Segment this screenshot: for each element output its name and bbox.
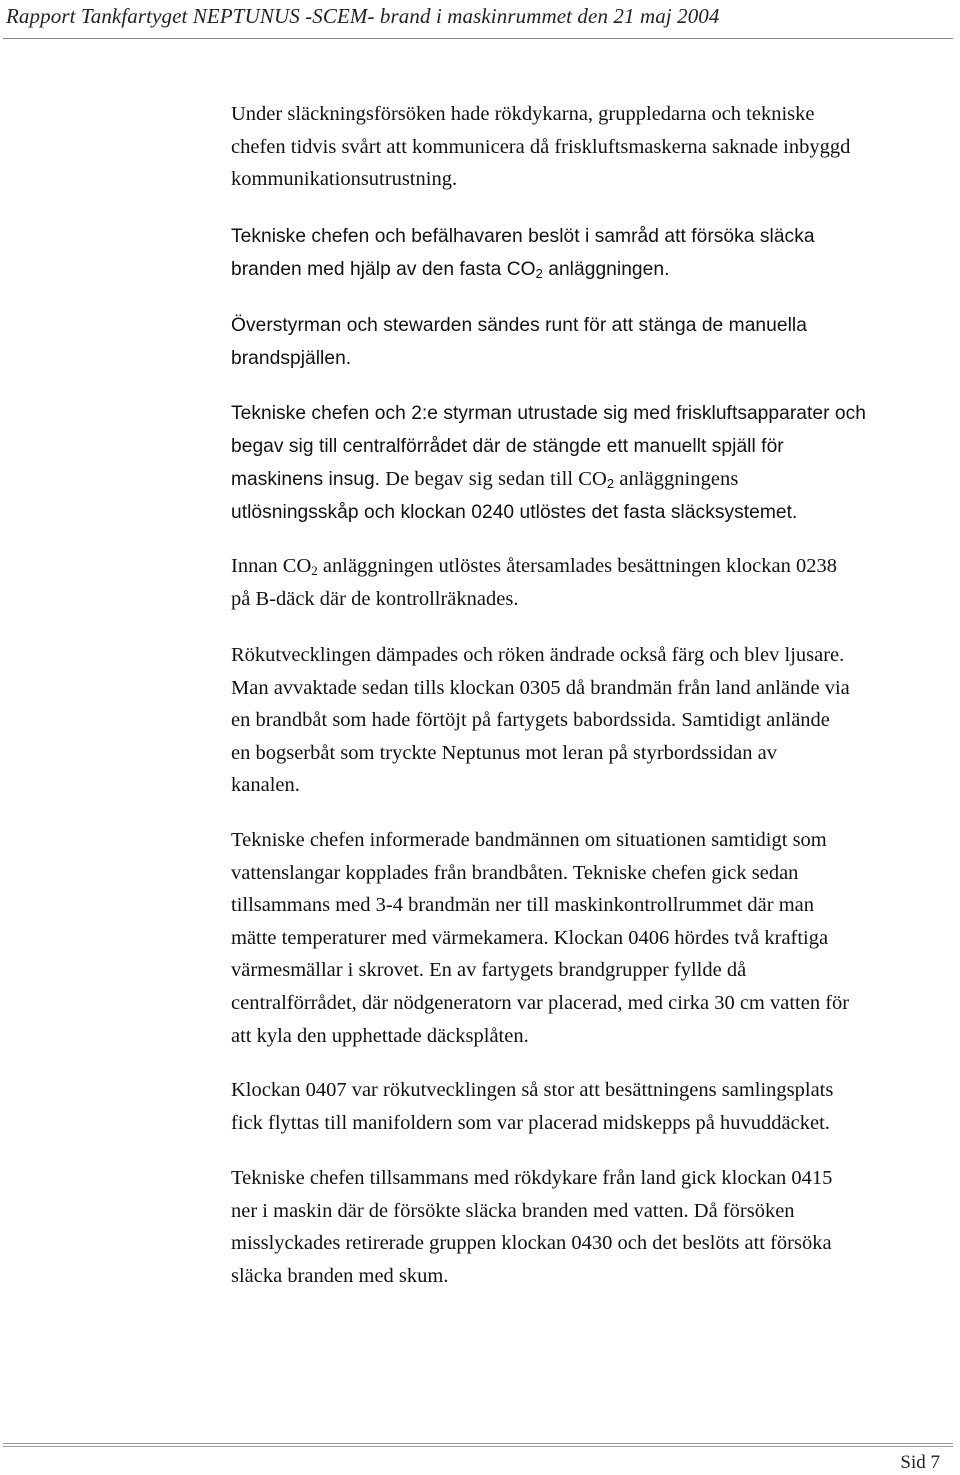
text-line: på B-däck där de kontrollräknades.	[231, 587, 519, 610]
footer-divider	[3, 1443, 953, 1447]
paragraph-retreat	[231, 1162, 951, 1292]
subscript: 2	[311, 563, 318, 578]
text-line: en bogserbåt som tryckte Neptunus mot leran på styrbordssidan av	[231, 741, 777, 764]
text-run: maskinens insug.	[231, 469, 381, 491]
paragraph-headcount	[231, 550, 951, 615]
text-line: chefen tidvis svårt att kommunicera då friskluftsmaskerna saknade inbyggd	[231, 135, 851, 158]
text-line: utlösningsskåp och klockan 0240 utlöstes det fasta släcksystemet.	[231, 501, 798, 523]
text-run: Samtidigt anlände	[676, 709, 830, 732]
text-run: värmesmällar i skrovet.	[231, 959, 424, 982]
paragraph-muster-point	[231, 1074, 951, 1139]
text-run: Då försöken	[688, 1199, 795, 1222]
text-run: Tekniske chefen gick sedan	[567, 861, 799, 884]
text-run: De begav sig sedan till CO	[380, 468, 607, 491]
text-run: Innan CO	[231, 555, 312, 577]
paragraph-dampers	[231, 310, 951, 375]
text-line: Rökutvecklingen dämpades och röken ändrade också färg och blev ljusare.	[231, 644, 845, 666]
text-line: Tekniske chefen informerade bandmännen om situationen samtidigt som	[231, 829, 827, 851]
text-run: vattenslangar kopplades från brandbåten.	[231, 861, 568, 884]
text-line: Tekniske chefen tillsammans med rökdykare från land gick klockan 0415	[231, 1167, 833, 1189]
text-line: Överstyrman och stewarden sändes runt för att stänga de manuella	[231, 315, 807, 336]
text-line	[231, 463, 951, 497]
text-line	[231, 1195, 951, 1228]
text-run: ner i maskin där de försökte släcka branden med vatten.	[231, 1199, 689, 1222]
text-line: att kyla den upphettade däcksplåten.	[231, 1024, 529, 1047]
text-run: en brandbåt som hade förtöjt på fartygets babordssida.	[231, 709, 677, 732]
paragraph-firefighters-arrive	[231, 639, 951, 802]
text-line: Under släckningsförsöken hade rökdykarna, gruppledarna och tekniske	[231, 103, 815, 125]
text-line: Klockan 0407 var rökutvecklingen så stor att besättningens samlingsplats	[231, 1079, 834, 1101]
text-line	[231, 550, 951, 583]
text-line	[231, 857, 951, 890]
paragraph-communication	[231, 98, 951, 196]
paragraph-release	[231, 398, 951, 529]
page-header	[3, 0, 953, 39]
subscript: 2	[535, 265, 543, 281]
text-line: kommunikationsutrustning.	[231, 168, 458, 191]
text-line	[231, 922, 951, 955]
text-line: fick flyttas till manifoldern som var placerad midskepps på huvuddäcket.	[231, 1111, 830, 1134]
report-title: Rapport Tankfartyget NEPTUNUS -SCEM- brand i maskinrummet den 21 maj 2004	[6, 4, 720, 28]
text-line: kanalen.	[231, 774, 300, 797]
text-line: Tekniske chefen och 2:e styrman utrustade sig med friskluftsapparater och	[231, 403, 867, 424]
page-number: Sid 7	[900, 1452, 940, 1473]
subscript: 2	[606, 476, 615, 492]
text-line	[231, 954, 951, 987]
text-run: Klockan 0406 hördes två kraftiga	[548, 926, 829, 949]
paragraph-thermal-camera	[231, 824, 951, 1052]
text-line: släcka branden med skum.	[231, 1264, 449, 1287]
text-line: tillsammans med 3-4 brandmän ner till maskinkontrollrummet där man	[231, 894, 814, 917]
text-run: branden med hjälp av den fasta CO	[231, 258, 536, 280]
text-run: En av fartygets brandgrupper fyllde då	[423, 959, 747, 982]
paragraph-co2-decision	[231, 221, 951, 286]
text-run: anläggningen.	[542, 258, 670, 280]
text-line: centralförrådet, där nödgeneratorn var placerad, med cirka 30 cm vatten för	[231, 991, 850, 1014]
text-run: anläggningens	[614, 468, 739, 491]
text-line: Man avvaktade sedan tills klockan 0305 då brandmän från land anlände via	[231, 676, 850, 699]
text-line: misslyckades retirerade gruppen klockan 0430 och det beslöts att försöka	[231, 1232, 832, 1255]
text-run: anläggningen utlöstes återsamlades besättningen klockan 0238	[317, 555, 837, 577]
text-line	[231, 704, 951, 737]
text-line	[231, 254, 951, 287]
text-line: brandspjällen.	[231, 347, 352, 369]
text-line: Tekniske chefen och befälhavaren beslöt i samråd att försöka släcka	[231, 226, 815, 247]
text-run: mätte temperaturer med värmekamera.	[231, 926, 549, 949]
text-line: begav sig till centralförrådet där de stängde ett manuellt spjäll för	[231, 435, 784, 457]
